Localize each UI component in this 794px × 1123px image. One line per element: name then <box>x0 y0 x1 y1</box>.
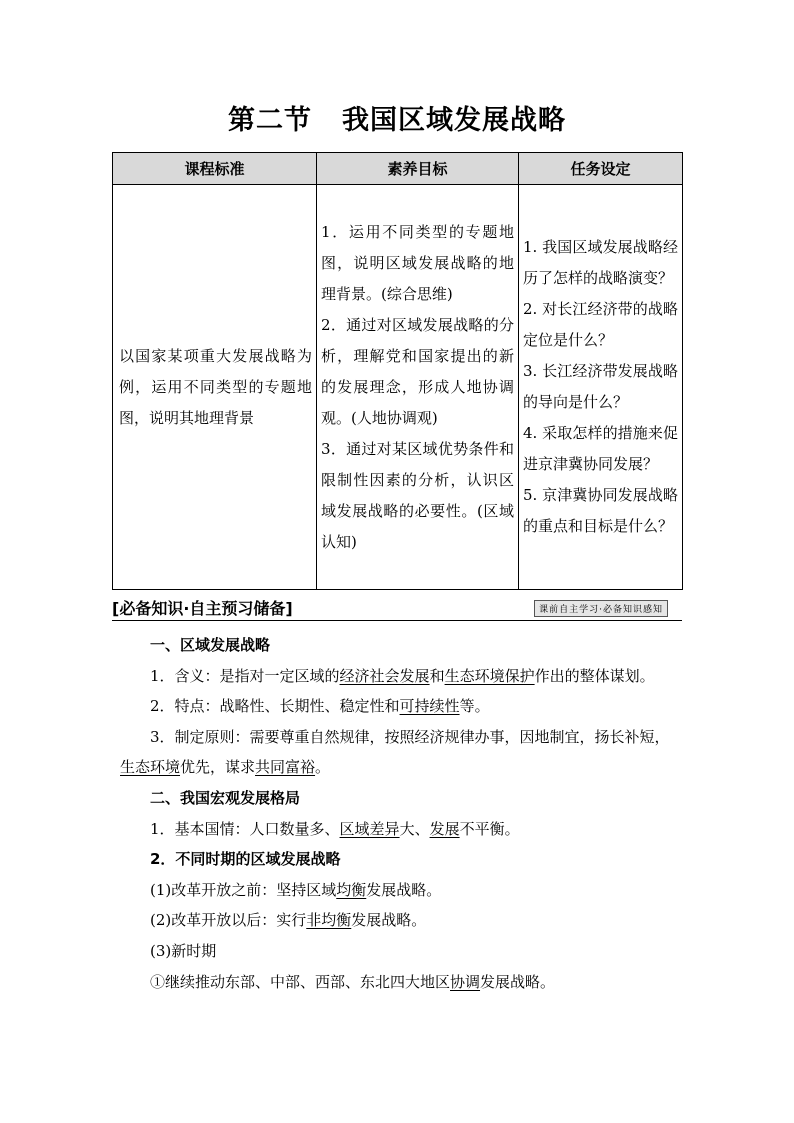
literacy-goal-2: 2．通过对区域发展战略的分析，理解党和国家提出的新的发展理念，形成人地协调观。(人地协调观) <box>321 315 514 427</box>
heading-macro-pattern: 二、我国宏观发展格局 <box>150 788 301 807</box>
paragraph-definition: 1．含义：是指对一定区域的经济社会发展和生态环境保护作出的整体谋划。 <box>150 666 655 685</box>
table-header-row <box>113 153 683 185</box>
cell-tasks <box>519 185 683 590</box>
task-5: 5. 京津冀协同发展战略的重点和目标是什么？ <box>523 486 678 535</box>
header-literacy-goals: 素养目标 <box>317 153 519 185</box>
cell-course-standard: 以国家某项重大发展战略为例，运用不同类型的专题地图，说明其地理背景 <box>113 185 317 590</box>
heading-regional-strategy: 一、区域发展战略 <box>150 636 271 654</box>
paragraph-four-regions: ①继续推动东部、中部、西部、东北四大地区协调发展战略。 <box>150 972 556 991</box>
paragraph-new-era: (3)新时期 <box>150 941 217 960</box>
cell-literacy-goals <box>317 185 519 590</box>
literacy-goal-3: 3．通过对某区域优势条件和限制性因素的分析，认识区域发展战略的必要性。(区域认知) <box>321 439 514 551</box>
table-row <box>113 185 683 590</box>
section-label: [必备知识·自主预习储备] <box>112 599 293 618</box>
title-section-number: 第二节 <box>228 105 312 136</box>
title-section-name: 我国区域发展战略 <box>342 105 566 136</box>
header-course-standard: 课程标准 <box>113 153 317 185</box>
task-3: 3. 长江经济带发展战略的导向是什么？ <box>523 362 678 411</box>
paragraph-features: 2．特点：战略性、长期性、稳定性和可持续性等。 <box>150 697 490 716</box>
paragraph-principles: 3．制定原则：需要尊重自然规律，按照经济规律办事，因地制宜，扬长补短，生态环境优先，谋求共同富裕。 <box>120 727 670 777</box>
page-title <box>0 98 794 137</box>
paragraph-national-conditions: 1．基本国情：人口数量多、区域差异大、发展不平衡。 <box>150 819 520 838</box>
task-2: 2. 对长江经济带的战略定位是什么？ <box>523 300 678 349</box>
task-4: 4. 采取怎样的措施来促进京津冀协同发展？ <box>523 424 678 473</box>
section-bar <box>112 596 682 621</box>
content-body <box>120 630 680 997</box>
literacy-goal-1: 1．运用不同类型的专题地图，说明区域发展战略的地理背景。(综合思维) <box>321 222 514 303</box>
section-tag: 课前自主学习·必备知识感知 <box>534 600 668 617</box>
task-1: 1. 我国区域发展战略经历了怎样的战略演变？ <box>523 238 678 287</box>
heading-periods: 2．不同时期的区域发展战略 <box>150 850 341 869</box>
header-tasks: 任务设定 <box>519 153 683 185</box>
paragraph-after-reform: (2)改革开放以后：实行非均衡发展战略。 <box>150 911 427 930</box>
curriculum-table <box>112 152 683 590</box>
paragraph-before-reform: (1)改革开放之前：坚持区域均衡发展战略。 <box>150 880 442 899</box>
